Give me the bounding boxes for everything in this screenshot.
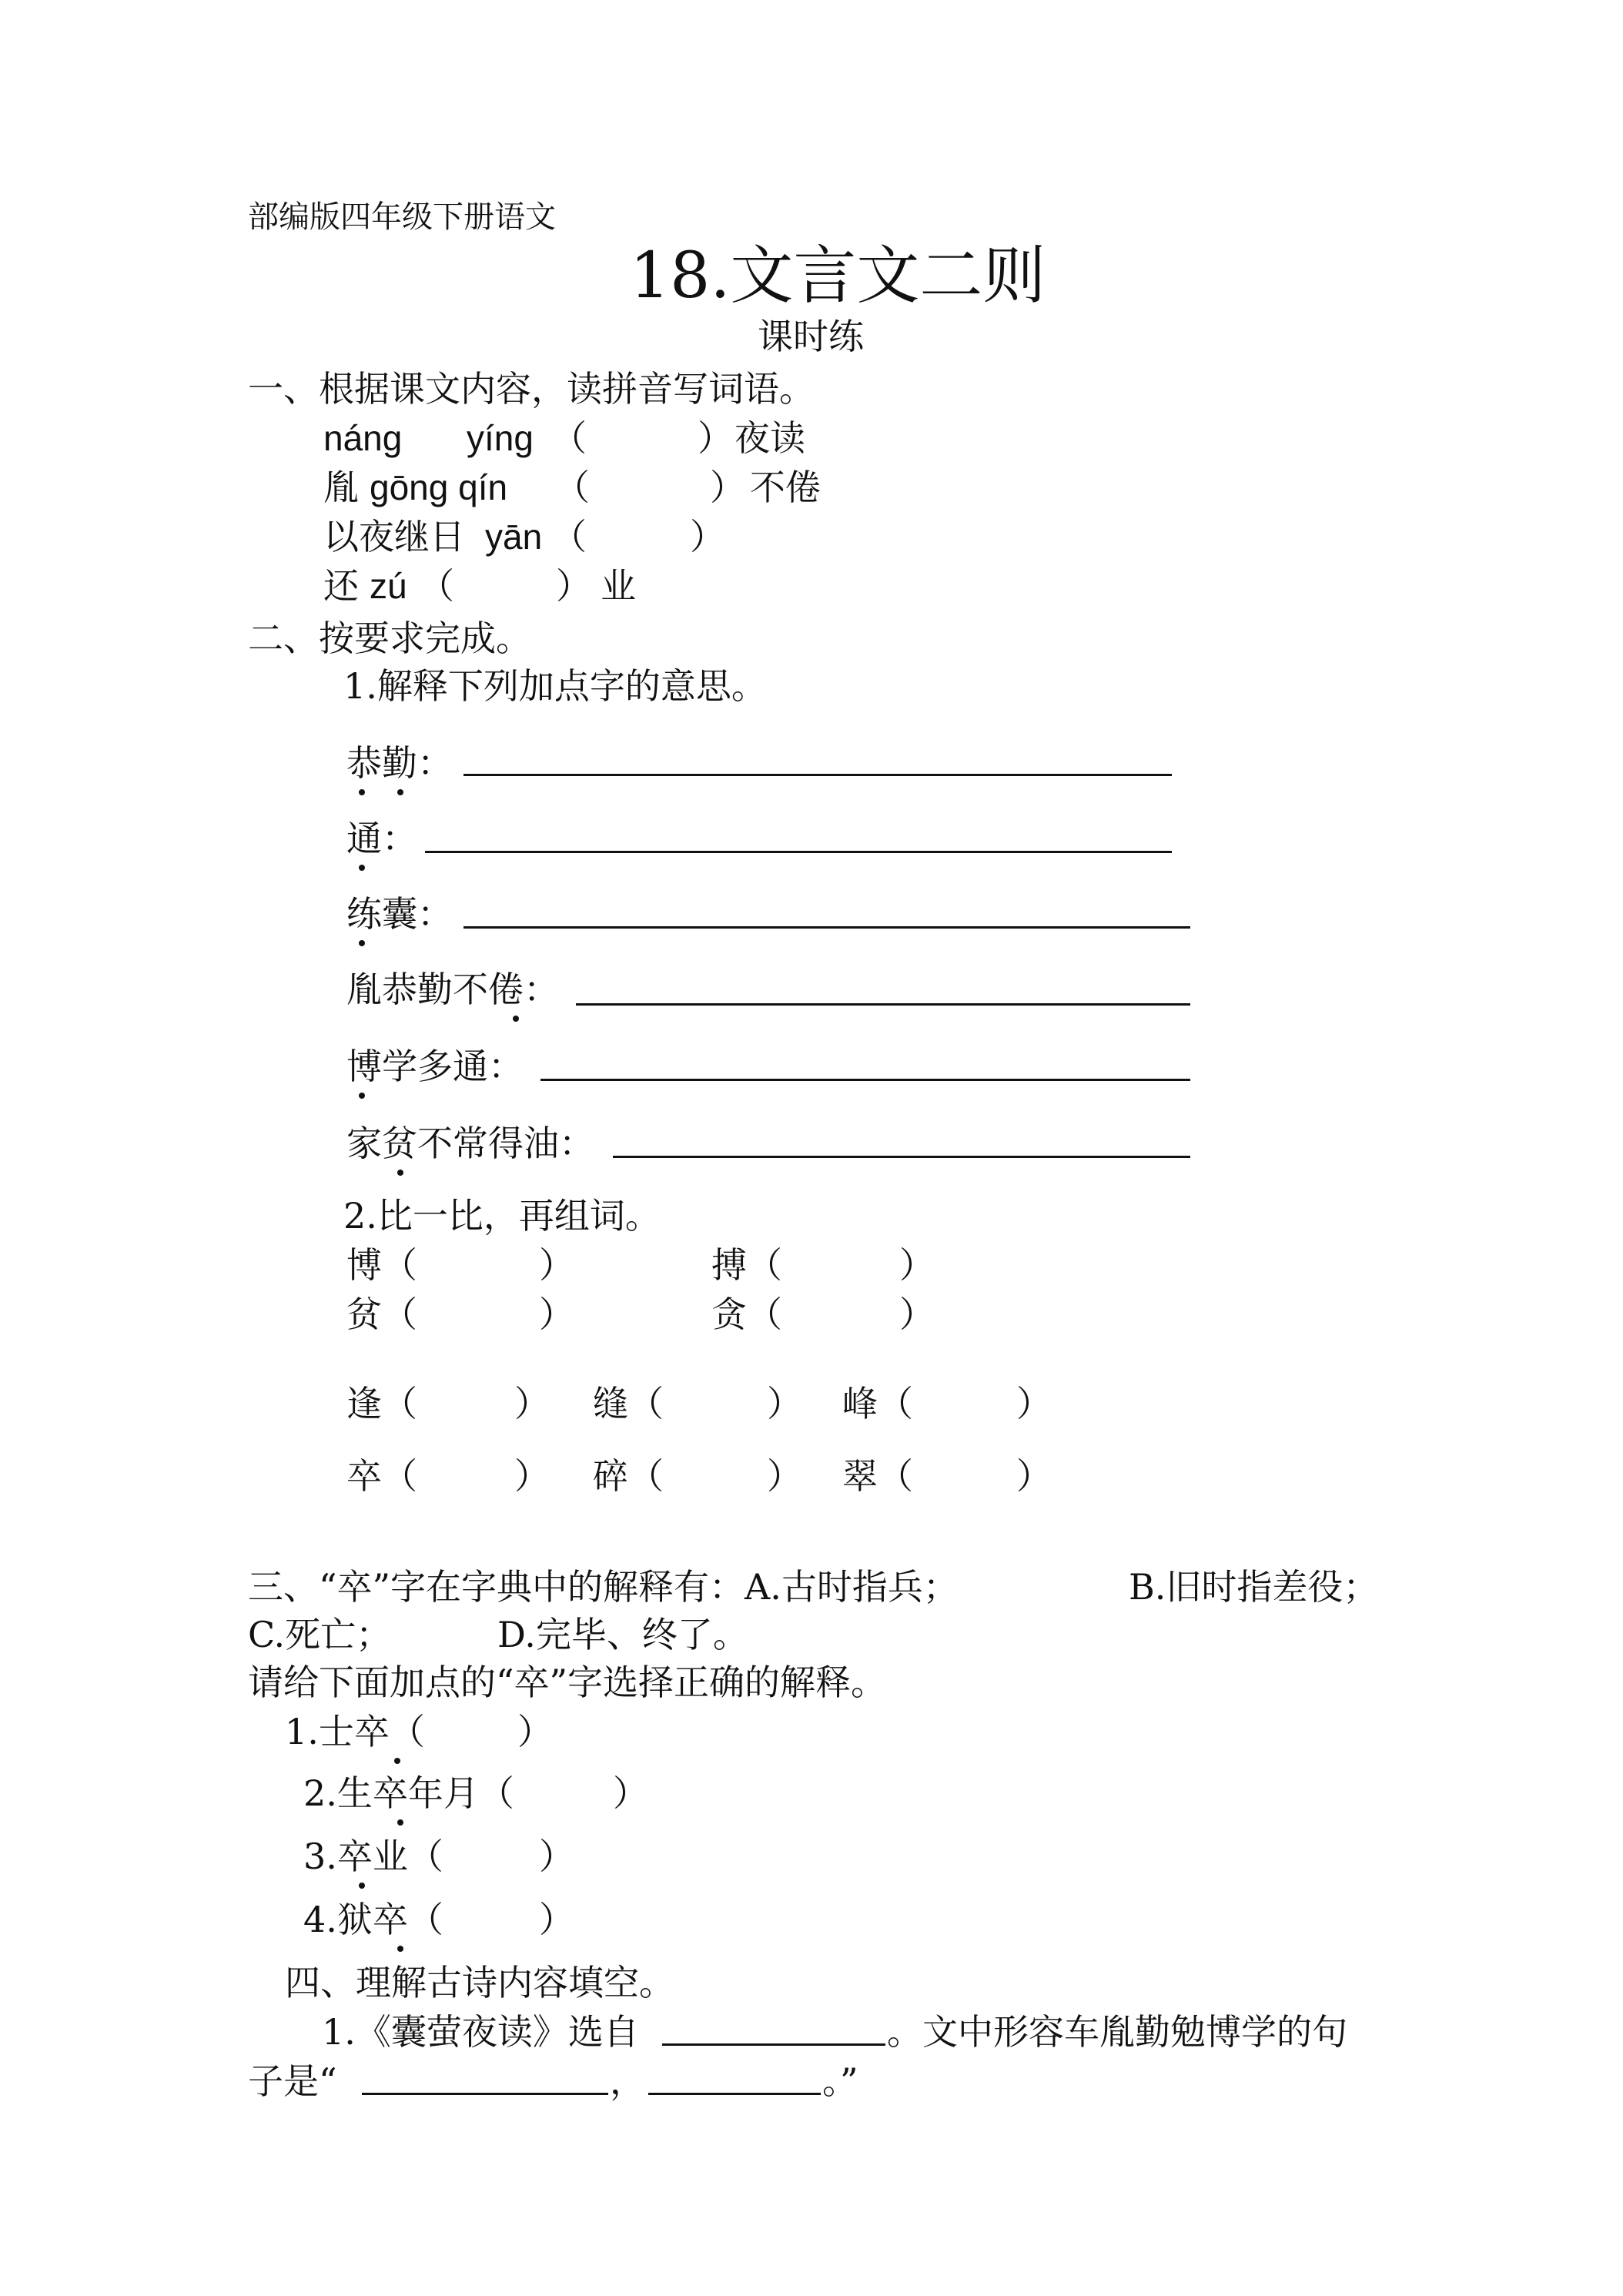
pinyin-zu: zú (370, 566, 407, 606)
line-suffix: 夜读 (735, 417, 805, 459)
compare-a-close: ） (514, 1383, 550, 1424)
pinyin-ying: yíng (467, 418, 534, 458)
item-text: 4.狱卒（ (303, 1899, 443, 1940)
answer-line[interactable] (425, 851, 1172, 853)
emphasis-dot (397, 1946, 403, 1952)
compare-c-close: ） (1016, 1455, 1052, 1497)
compare-left-close: ） (539, 1244, 574, 1286)
q1-part1: 1.《囊萤夜读》选自 (322, 2011, 639, 2053)
compare-c: 峰（ (842, 1383, 913, 1424)
pinyin-yan: yān (485, 517, 543, 557)
open-paren: （ (419, 565, 454, 607)
emphasis-dot (359, 789, 365, 795)
page-subtitle: 课时练 (758, 316, 864, 357)
definition-label: 通： (346, 818, 417, 859)
compare-b-close: ） (767, 1383, 802, 1424)
compare-left-close: ） (539, 1294, 574, 1335)
q1-line2-b: ， (610, 2060, 645, 2102)
item-text: 1.士卒（ (285, 1711, 425, 1752)
emphasis-dot (359, 1093, 365, 1099)
q1-line2-c: 。” (822, 2060, 858, 2102)
item-close: ） (539, 1836, 574, 1877)
q1-line2-a: 子是“ (248, 2060, 337, 2102)
emphasis-dot (394, 1758, 400, 1764)
emphasis-dot (397, 789, 403, 795)
emphasis-dot (513, 1016, 519, 1022)
item-close: ） (613, 1772, 648, 1814)
section3-line3: 请给下面加点的“卒”字选择正确的解释。 (248, 1662, 887, 1703)
section3-line1-b: B.旧时指差役； (1129, 1566, 1379, 1608)
definition-label: 博学多通： (346, 1046, 524, 1087)
compare-right: 搏（ (711, 1244, 782, 1286)
section4-heading: 四、理解古诗内容填空。 (285, 1962, 674, 2003)
answer-line[interactable] (613, 1156, 1190, 1158)
line-suffix: 不倦 (750, 467, 821, 508)
definition-label: 家贫不常得油： (346, 1123, 594, 1164)
open-paren: （ (551, 417, 587, 459)
section2-heading: 二、按要求完成。 (248, 618, 531, 659)
definition-label: 胤恭勤不倦： (346, 969, 559, 1010)
answer-line[interactable] (463, 774, 1172, 776)
line-suffix: 业 (601, 565, 636, 607)
pinyin-nang: náng (323, 418, 403, 458)
emphasis-dot (359, 1883, 365, 1889)
emphasis-dot (359, 865, 365, 871)
compare-c: 翠（ (842, 1455, 913, 1497)
item-close: ） (517, 1711, 553, 1752)
q1-part2: 。文中形容车胤勤勉博学的句 (887, 2011, 1347, 2053)
close-paren: ） (698, 417, 733, 459)
close-paren: ） (710, 467, 745, 508)
answer-line[interactable] (648, 2093, 821, 2095)
section2-q1-heading: 1.解释下列加点字的意思。 (343, 665, 767, 707)
answer-line[interactable] (540, 1079, 1190, 1081)
answer-line[interactable] (362, 2093, 608, 2095)
compare-b: 缝（ (593, 1383, 664, 1424)
answer-line[interactable] (576, 1003, 1190, 1006)
compare-a: 卒（ (346, 1455, 417, 1497)
item-text: 3.卒业（ (303, 1836, 443, 1877)
definition-label: 练囊： (346, 893, 453, 935)
emphasis-dot (397, 1819, 403, 1826)
pinyin-gongqin: gōng qín (370, 467, 508, 507)
open-paren: （ (551, 516, 587, 557)
compare-a-close: ） (514, 1455, 550, 1497)
close-paren: ） (690, 516, 725, 557)
item-close: ） (539, 1899, 574, 1940)
section1-heading: 一、根据课文内容，读拼音写词语。 (248, 368, 815, 410)
line-prefix: 还 (323, 565, 359, 607)
section3-line2-b: D.完毕、终了。 (497, 1614, 748, 1655)
item-text: 2.生卒年月（ (303, 1772, 514, 1814)
compare-left: 贫（ (346, 1294, 417, 1335)
page-header-label: 部编版四年级下册语文 (248, 199, 556, 235)
line-prefix: 以夜继日 (323, 516, 465, 557)
answer-line[interactable] (662, 2043, 885, 2046)
open-paren: （ (554, 467, 590, 508)
section3-line2-a: C.死亡； (248, 1614, 392, 1655)
close-paren: ） (556, 565, 591, 607)
compare-left: 博（ (346, 1244, 417, 1286)
emphasis-dot (397, 1170, 403, 1176)
page-title: 18.文言文二则 (630, 239, 1046, 313)
compare-right: 贪（ (711, 1294, 782, 1335)
section2-q2-heading: 2.比一比，再组词。 (343, 1195, 661, 1237)
emphasis-dot (359, 940, 365, 946)
compare-a: 逢（ (346, 1383, 417, 1424)
definition-label: 恭勤： (346, 742, 453, 784)
compare-right-close: ） (899, 1244, 935, 1286)
compare-c-close: ） (1016, 1383, 1052, 1424)
compare-b: 碎（ (593, 1455, 664, 1497)
section3-line1-a: 三、“卒”字在字典中的解释有：A.古时指兵； (248, 1566, 959, 1608)
line-prefix: 胤 (323, 467, 359, 508)
compare-right-close: ） (899, 1294, 935, 1335)
compare-b-close: ） (767, 1455, 802, 1497)
answer-line[interactable] (463, 926, 1190, 929)
